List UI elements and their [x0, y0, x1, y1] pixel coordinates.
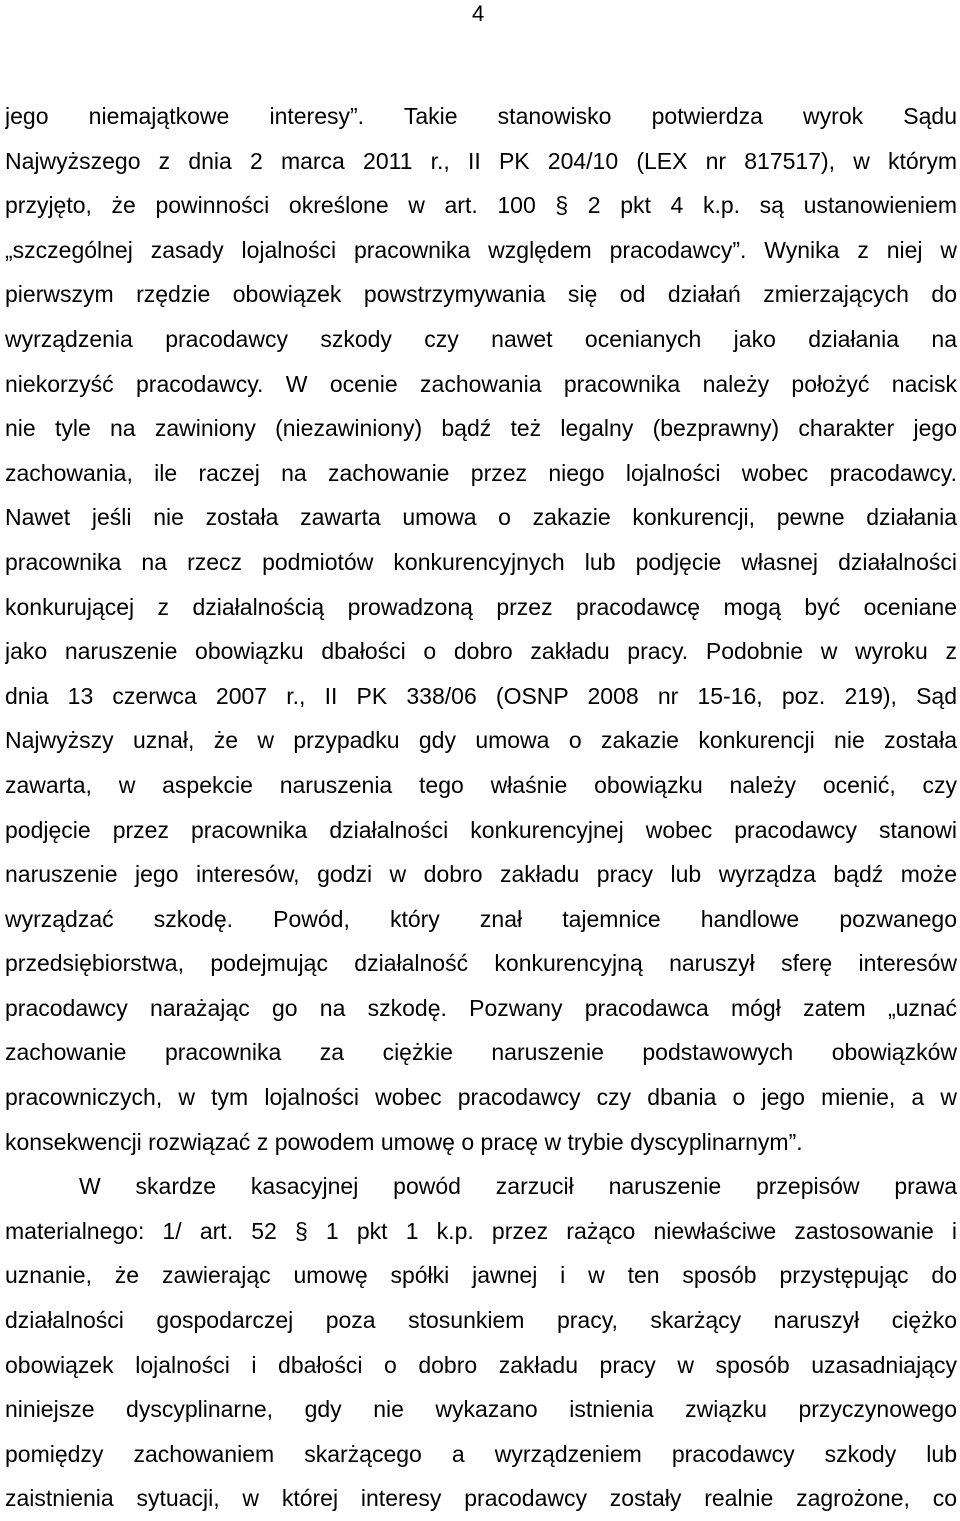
text-line: pracownika na rzecz podmiotów konkurencyjnych lub podjęcie własnej działalności — [5, 548, 957, 575]
text-line: zawarta, w aspekcie naruszenia tego właśnie obowiązku należy ocenić, czy — [5, 771, 957, 798]
text-line: pracowniczych, w tym lojalności wobec pracodawcy czy dbania o jego mienie, a w — [5, 1084, 957, 1111]
text-line: Najwyższego z dnia 2 marca 2011 r., II PK 204/10 (LEX nr 817517), w którym — [5, 147, 957, 174]
text-line: naruszenie jego interesów, godzi w dobro zakładu pracy lub wyrządza bądź może — [5, 861, 957, 888]
text-line: materialnego: 1/ art. 52 § 1 pkt 1 k.p. przez rażąco niewłaściwe zastosowanie i — [5, 1217, 957, 1244]
text-line: uznanie, że zawierając umowę spółki jawnej i w ten sposób przystępując do — [5, 1262, 957, 1289]
text-line: pracodawcy narażając go na szkodę. Pozwany pracodawca mógł zatem „uznać — [5, 994, 957, 1021]
text-line: Najwyższy uznał, że w przypadku gdy umowa o zakazie konkurencji nie została — [5, 727, 957, 754]
text-line: pierwszym rzędzie obowiązek powstrzymywania się od działań zmierzających do — [5, 281, 957, 308]
text-line: zaistnienia sytuacji, w której interesy pracodawcy zostały realnie zagrożone, co — [5, 1485, 957, 1512]
text-line: wyrządzać szkodę. Powód, który znał tajemnice handlowe pozwanego — [5, 905, 957, 932]
text-line: niekorzyść pracodawcy. W ocenie zachowania pracownika należy położyć nacisk — [5, 370, 957, 397]
text-line: konkurującej z działalnością prowadzoną przez pracodawcę mogą być oceniane — [5, 593, 957, 620]
text-line: przedsiębiorstwa, podejmując działalność konkurencyjną naruszył sferę interesów — [5, 950, 957, 977]
text-line: wyrządzenia pracodawcy szkody czy nawet ocenianych jako działania na — [5, 325, 957, 352]
text-line: Nawet jeśli nie została zawarta umowa o zakazie konkurencji, pewne działania — [5, 504, 957, 531]
text-line: działalności gospodarczej poza stosunkiem pracy, skarżący naruszył ciężko — [5, 1307, 957, 1334]
text-line: „szczególnej zasady lojalności pracownika względem pracodawcy”. Wynika z niej w — [5, 236, 957, 263]
text-line: dnia 13 czerwca 2007 r., II PK 338/06 (OSNP 2008 nr 15-16, poz. 219), Sąd — [5, 682, 957, 709]
text-line: niniejsze dyscyplinarne, gdy nie wykazano istnienia związku przyczynowego — [5, 1396, 957, 1423]
page-number: 4 — [472, 1, 485, 26]
text-line: zachowanie pracownika za ciężkie naruszenie podstawowych obowiązków — [5, 1039, 957, 1066]
text-line: jako naruszenie obowiązku dbałości o dobro zakładu pracy. Podobnie w wyroku z — [5, 638, 957, 665]
text-line: nie tyle na zawiniony (niezawiniony) bądź też legalny (bezprawny) charakter jego — [5, 415, 957, 442]
text-line: jego niemajątkowe interesy”. Takie stanowisko potwierdza wyrok Sądu — [5, 103, 957, 129]
paragraph-start-line: W skardze kasacyjnej powód zarzucił naruszenie przepisów prawa — [79, 1173, 957, 1200]
body-text — [5, 94, 957, 1521]
text-line: zachowania, ile raczej na zachowanie przez niego lojalności wobec pracodawcy. — [5, 459, 957, 486]
text-line: podjęcie przez pracownika działalności konkurencyjnej wobec pracodawcy stanowi — [5, 816, 957, 843]
text-line: obowiązek lojalności i dbałości o dobro zakładu pracy w sposób uzasadniający — [5, 1351, 957, 1378]
text-line: przyjęto, że powinności określone w art. 100 § 2 pkt 4 k.p. są ustanowieniem — [5, 192, 957, 219]
paragraph-end-line: konsekwencji rozwiązać z powodem umowę o pracę w trybie dyscyplinarnym”. — [5, 1128, 803, 1155]
text-line: pomiędzy zachowaniem skarżącego a wyrządzeniem pracodawcy szkody lub — [5, 1440, 957, 1467]
